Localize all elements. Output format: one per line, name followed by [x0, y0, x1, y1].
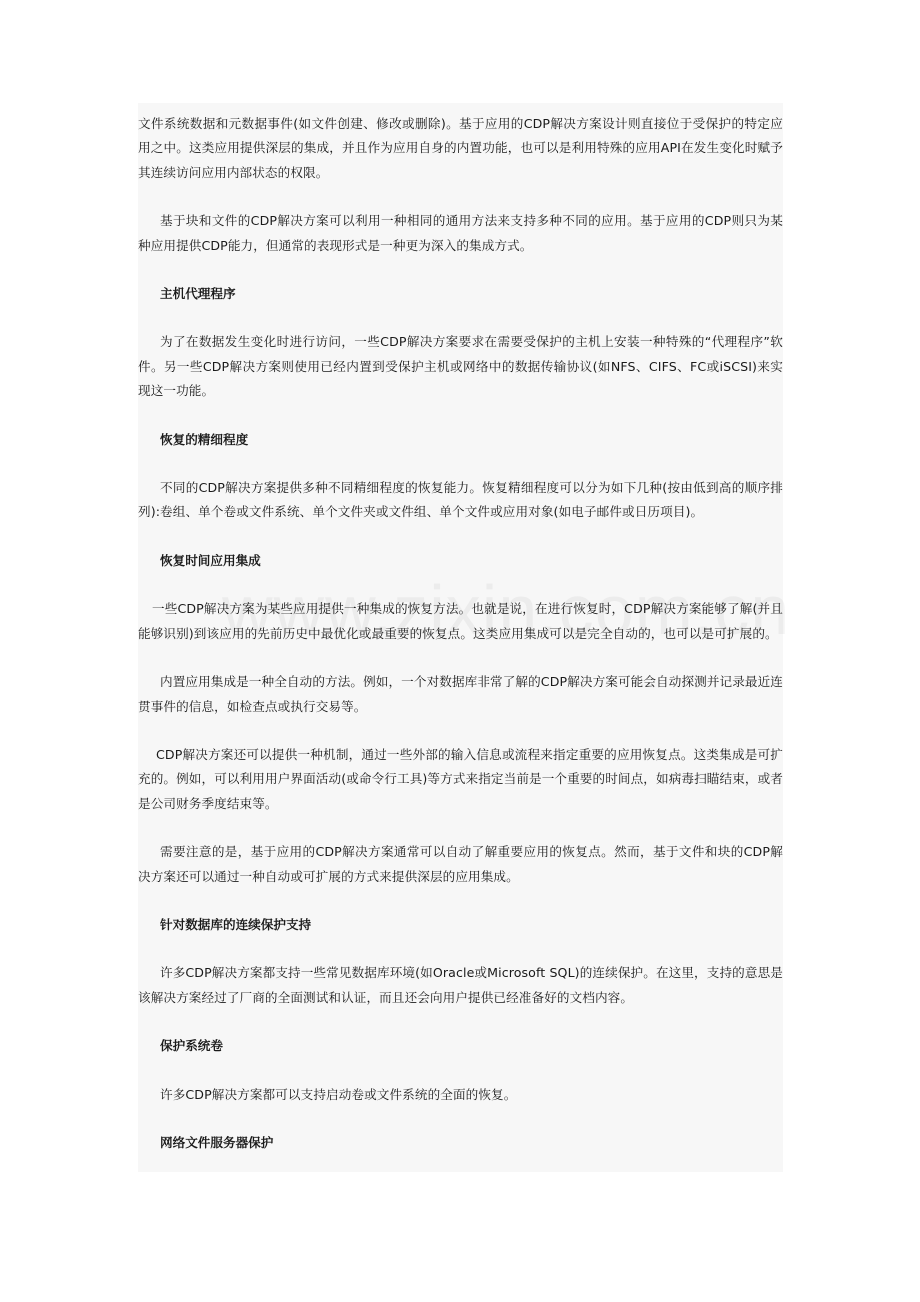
- section-heading: 主机代理程序: [160, 286, 236, 302]
- section-heading: 网络文件服务器保护: [160, 1134, 274, 1150]
- section-heading: 保护系统卷: [160, 1038, 223, 1054]
- section-heading: 恢复的精细程度: [160, 431, 249, 447]
- paragraph: 许多CDP解决方案都可以支持启动卷或文件系统的全面的恢复。: [160, 1086, 517, 1102]
- paragraph: 不同的CDP解决方案提供多种不同精细程度的恢复能力。恢复精细程度可以分为如下几种(按由低到高的顺序排列):卷组、单个卷或文件系统、单个文件夹或文件组、单个文件或应用对象(如电子邮件或日历项目)。: [138, 480, 783, 520]
- section-heading: 针对数据库的连续保护支持: [160, 916, 312, 932]
- paragraph: 文件系统数据和元数据事件(如文件创建、修改或删除)。基于应用的CDP解决方案设计则直接位于受保护的特定应用之中。这类应用提供深层的集成，并且作为应用自身的内置功能，也可以是利用特殊的应用API在发生变化时赋予其连续访问应用内部状态的权限。: [138, 116, 783, 180]
- paragraph: 一些CDP解决方案为某些应用提供一种集成的恢复方法。也就是说，在进行恢复时，CDP解决方案能够了解(并且能够识别)到该应用的先前历史中最优化或最重要的恢复点。这类应用集成可以是完全自动的，也可以是可扩展的。: [138, 601, 783, 641]
- paragraph: CDP解决方案还可以提供一种机制，通过一些外部的输入信息或流程来指定重要的应用恢复点。这类集成是可扩充的。例如，可以利用用户界面活动(或命令行工具)等方式来指定当前是一个重要的时间点，如病毒扫瞄结束，或者是公司财务季度结束等。: [138, 746, 783, 811]
- paragraph: 基于块和文件的CDP解决方案可以利用一种相同的通用方法来支持多种不同的应用。基于应用的CDP则只为某种应用提供CDP能力，但通常的表现形式是一种更为深入的集成方式。: [138, 213, 783, 253]
- paragraph: 内置应用集成是一种全自动的方法。例如，一个对数据库非常了解的CDP解决方案可能会自动探测并记录最近连贯事件的信息，如检查点或执行交易等。: [138, 674, 783, 714]
- section-heading: 恢复时间应用集成: [160, 552, 261, 568]
- paragraph: 许多CDP解决方案都支持一些常见数据库环境(如Oracle或Microsoft SQL)的连续保护。在这里，支持的意思是该解决方案经过了厂商的全面测试和认证，而且还会向用户提供已经准备好的文档内容。: [138, 965, 783, 1005]
- article-body: [138, 103, 783, 1172]
- paragraph: 为了在数据发生变化时进行访问，一些CDP解决方案要求在需要受保护的主机上安装一种特殊的“代理程序”软件。另一些CDP解决方案则使用已经内置到受保护主机或网络中的数据传输协议(如NFS、CIFS、FC或iSCSI)来实现这一功能。: [138, 334, 783, 399]
- paragraph: 需要注意的是，基于应用的CDP解决方案通常可以自动了解重要应用的恢复点。然而，基于文件和块的CDP解决方案还可以通过一种自动或可扩展的方式来提供深层的应用集成。: [138, 844, 783, 884]
